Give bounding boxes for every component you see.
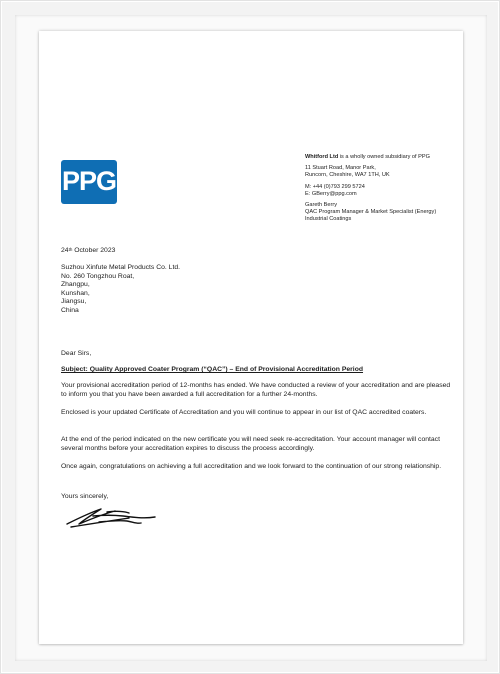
closing: Yours sincerely, xyxy=(61,493,109,500)
salutation: Dear Sirs, xyxy=(61,350,92,357)
paragraph-4: Once again, congratulations on achieving a full accreditation and we look forward to the continuation of our strong relationship. xyxy=(61,463,442,470)
ppg-logo-text: PPG xyxy=(61,166,117,196)
contact-department: Industrial Coatings xyxy=(305,216,352,223)
subject-line: Subject: Quality Approved Coater Program (“QAC”) – End of Provisional Accreditation Period xyxy=(61,366,364,373)
email-address: E: GBerry@ppg.com xyxy=(305,190,357,197)
recipient-line: Zhangpu, xyxy=(61,281,90,289)
ppg-logo xyxy=(61,160,117,204)
date-day: 24 xyxy=(61,247,69,254)
company-name: Whitford Ltd xyxy=(305,154,339,160)
address-line-1: 11 Stuart Road, Manor Park, xyxy=(305,165,376,172)
letterhead-address xyxy=(305,154,460,224)
letter-date xyxy=(61,247,451,256)
paragraph-2: Enclosed is your updated Certificate of Accreditation and you will continue to appear in our list of QAC accredited coaters. xyxy=(61,409,427,416)
recipient-line: China xyxy=(61,306,79,314)
company-note: is a wholly owned subsidiary of PPG xyxy=(338,154,430,160)
recipient-line: Jiangsu, xyxy=(61,298,87,306)
date-month-year: October 2023 xyxy=(72,247,116,254)
company-line xyxy=(305,154,460,161)
signature xyxy=(63,503,159,531)
recipient-line: Suzhou Xinfute Metal Products Co. Ltd. xyxy=(61,264,181,271)
contact-name: Gareth Berry xyxy=(305,202,338,209)
mobile-number: M: +44 (0)793 299 5724 xyxy=(305,183,365,190)
paragraph-3: At the end of the period indicated on the new certificate you will need seek re-accreditation. Your account manager will contact several months before your accreditation expires to discuss the process accordingly. xyxy=(61,436,440,452)
letter-page xyxy=(39,31,463,644)
recipient-address xyxy=(61,264,451,316)
address-line-2: Runcorn, Cheshire, WA7 1TH, UK xyxy=(305,172,390,179)
paragraph-1: Your provisional accreditation period of 12-months has ended. We have conducted a review of your accreditation and are pleased to inform you that you have been awarded a full accreditation for a further 24-months. xyxy=(61,382,451,398)
contact-title: QAC Program Manager & Market Specialist (Energy) xyxy=(305,209,437,216)
date-suffix: th xyxy=(68,247,73,252)
recipient-line: No. 260 Tongzhou Roat, xyxy=(61,272,135,280)
recipient-line: Kunshan, xyxy=(61,289,90,297)
